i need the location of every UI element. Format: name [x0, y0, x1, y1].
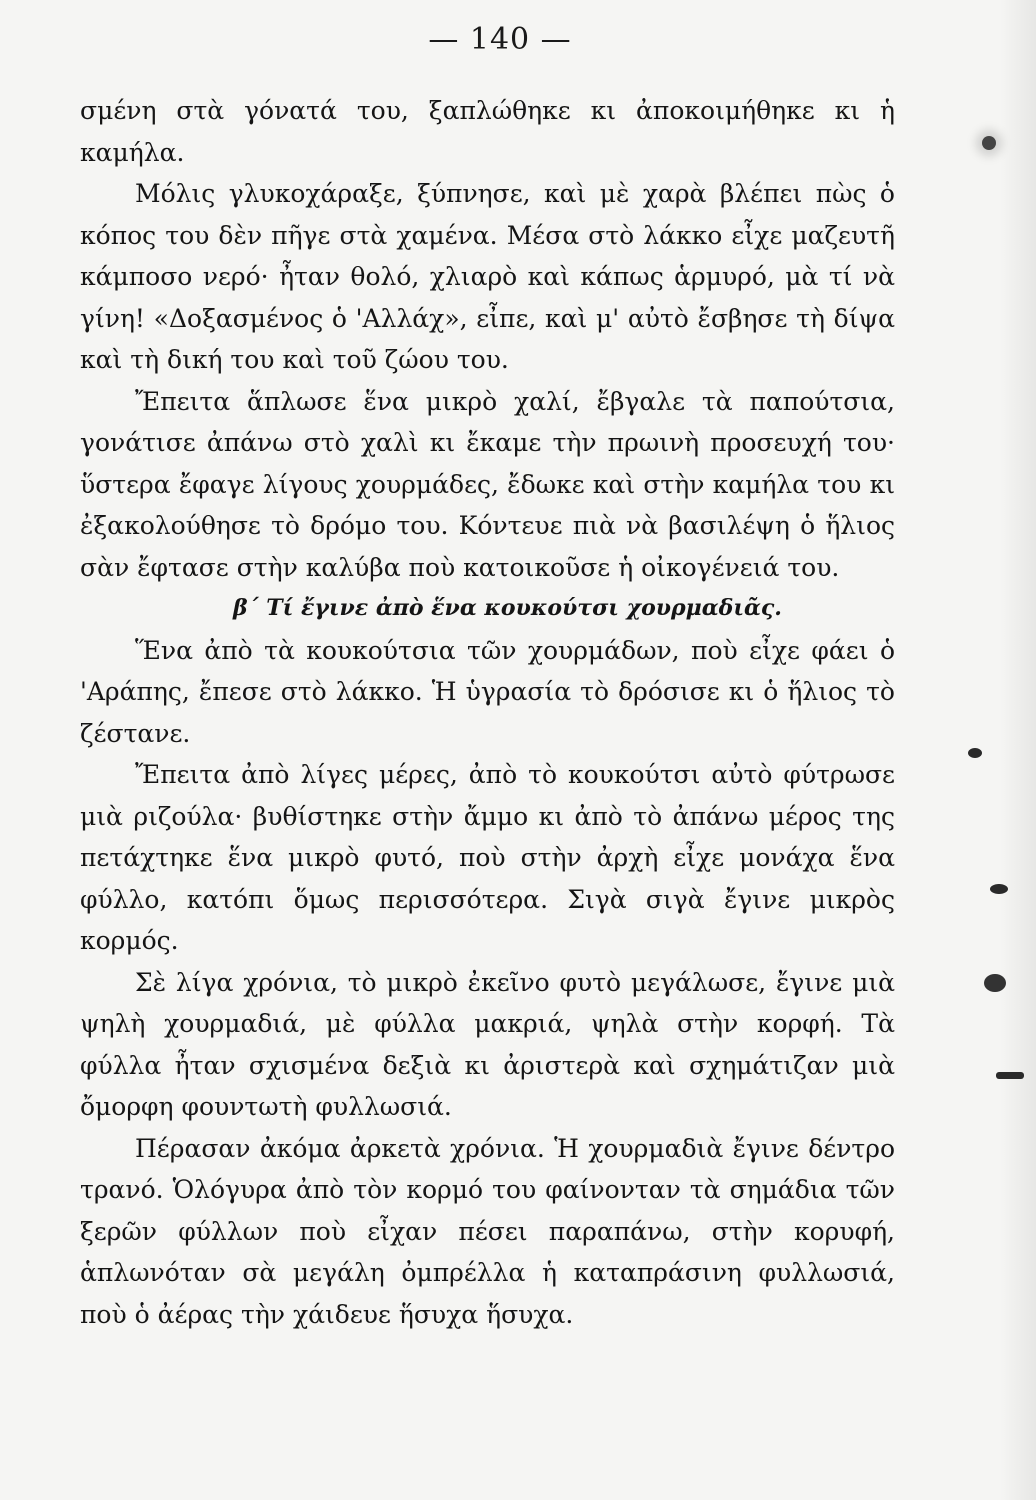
paragraph: Ἔπειτα ἀπὸ λίγες μέρες, ἀπὸ τὸ κουκούτσι αὐτὸ φύτρωσε μιὰ ριζούλα· βυθίστηκε στὴν ἄμμο κι ἀπὸ τὸ ἀπάνω μέρος της πετάχτηκε ἕνα μικρὸ φυτό, ποὺ στὴν ἀρχὴ εἶχε μονάχα ἕνα φύλλο, κατόπι ὅμως περισσότερα. Σιγὰ σιγὰ ἔγινε μικρὸς κορμός. — [80, 760, 895, 955]
paragraph: Ἕνα ἀπὸ τὰ κουκούτσια τῶν χουρμάδων, ποὺ εἶχε φάει ὁ 'Αράπης, ἔπεσε στὸ λάκκο. Ἡ ὑγρασία τὸ δρόσισε κι ὁ ἥλιος τὸ ζέστανε. — [80, 635, 895, 748]
page-number: — 140 — — [428, 22, 572, 57]
paragraph: Ἔπειτα ἅπλωσε ἕνα μικρὸ χαλί, ἔβγαλε τὰ παπούτσια, γονάτισε ἀπάνω στὸ χαλὶ κι ἔκαμε τὴν πρωινὴ προσευχή του· ὕστερα ἔφαγε λίγους χουρμάδες, ἔδωκε καὶ στὴν καμήλα του κι ἐξακολούθησε τὸ δρόμο του. Κόντευε πιὰ νὰ βασιλέψη ὁ ἥλιος σὰν ἔφτασε στὴν καλύβα ποὺ κατοικοῦσε ἡ οἰκογένειά του. — [80, 386, 895, 582]
section-heading: β΄ Τί ἔγινε ἀπὸ ἕνα κουκούτσι χουρμαδιᾶς. — [233, 595, 782, 621]
paragraph: Μόλις γλυκοχάραξε, ξύπνησε, καὶ μὲ χαρὰ βλέπει πὼς ὁ κόπος του δὲν πῆγε στὰ χαμένα. Μέσα στὸ λάκκο εἶχε μαζευτῆ κάμποσο νερό· ἦταν θολό, χλιαρὸ καὶ κάπως ἁρμυρό, μὰ τί νὰ γίνη! «Δοξασμένος ὁ 'Αλλάχ», εἶπε, καὶ μ' αὐτὸ ἔσβησε τὴ δίψα καὶ τὴ δική του καὶ τοῦ ζώου του. — [80, 179, 895, 374]
paragraph: Σὲ λίγα χρόνια, τὸ μικρὸ ἐκεῖνο φυτὸ μεγάλωσε, ἔγινε μιὰ ψηλὴ χουρμαδιά, μὲ φύλλα μακριά, ψηλὰ στὴν κορφή. Τὰ φύλλα ἦταν σχισμένα δεξιὰ κι ἀριστερὰ καὶ σχημάτιζαν μιὰ ὄμορφη φουντωτὴ φυλλωσιά. — [80, 967, 895, 1121]
paragraph: Πέρασαν ἀκόμα ἀρκετὰ χρόνια. Ἡ χουρμαδιὰ ἔγινε δέντρο τρανό. Ὁλόγυρα ἀπὸ τὸν κορμό του φαίνονταν τὰ σημάδια τῶν ξερῶν φύλλων ποὺ εἶχαν πέσει παραπάνω, στὴν κορυφή, ἁπλωνόταν σὰ μεγάλη ὀμπρέλλα ἡ καταπράσινη φυλλωσιά, ποὺ ὁ ἀέρας τὴν χάιδευε ἥσυχα ἥσυχα. — [80, 1133, 895, 1329]
scan-speck — [968, 748, 982, 758]
scan-speck — [990, 884, 1008, 894]
scan-speck — [996, 1072, 1024, 1079]
scan-speck — [984, 974, 1006, 992]
page-edge-shadow — [1000, 0, 1036, 1500]
body-text — [80, 90, 895, 1335]
paragraph-continuation: σμένη στὰ γόνατά του, ξαπλώθηκε κι ἀποκοιμήθηκε κι ἡ καμήλα. — [80, 96, 895, 167]
scan-speck — [982, 136, 996, 150]
